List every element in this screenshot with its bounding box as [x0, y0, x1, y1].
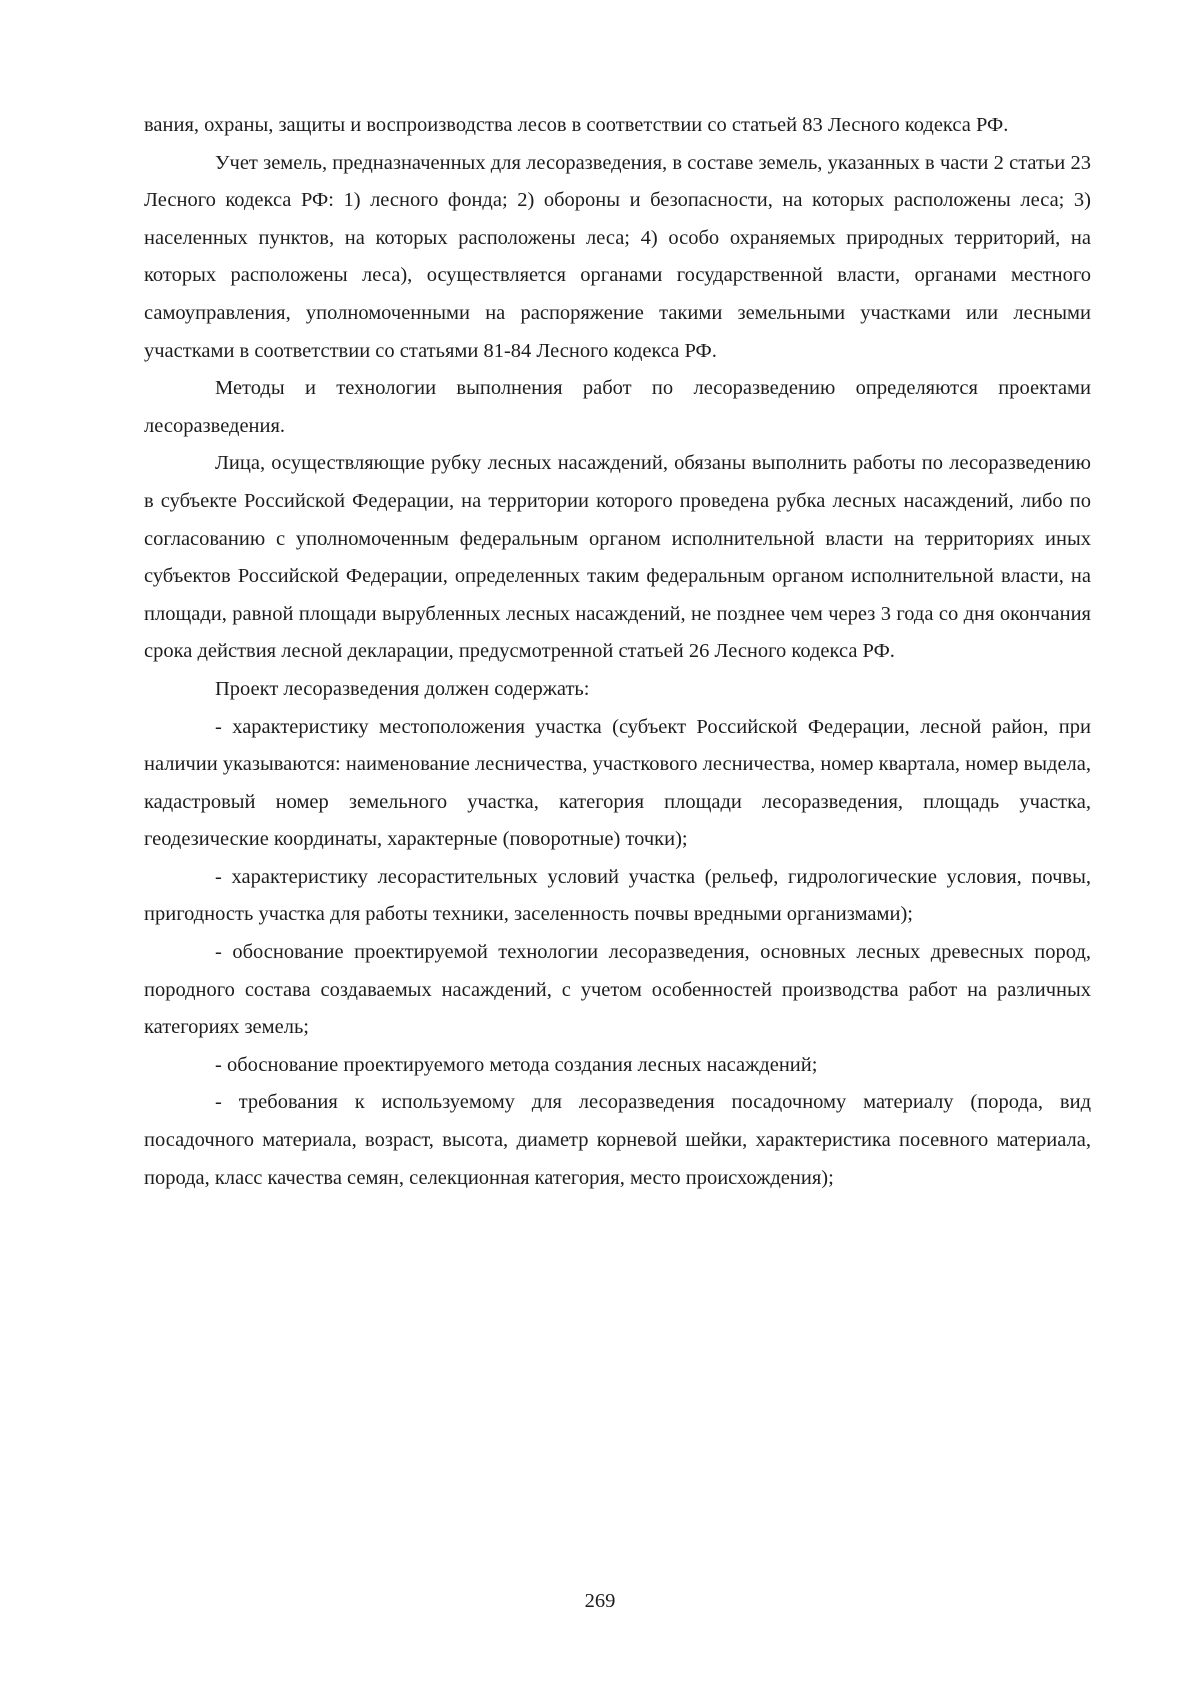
list-item-location: - характеристику местоположения участка (субъект Российской Федерации, лесной район, при наличии указываются: наименование лесничества, участкового лесничества, номер квартала, номер выдела, кадастровый номер земельного участка, категория площади лесоразведения, площадь участка, геодезические координаты, характерные (поворотные) точки); [144, 715, 1091, 851]
list-item-conditions: - характеристику лесорастительных условий участка (рельеф, гидрологические условия, почвы, пригодность участка для работы техники, заселенность почвы вредными организмами); [144, 865, 1091, 926]
paragraph-methods: Методы и технологии выполнения работ по лесоразведению определяются проектами лесоразведения. [144, 377, 1091, 437]
paragraph-continuation: вания, охраны, защиты и воспроизводства лесов в соответствии со статьей 83 Лесного кодекса РФ. [144, 114, 1009, 136]
page-number: 269 [584, 1590, 616, 1612]
paragraph-obligations: Лица, осуществляющие рубку лесных насаждений, обязаны выполнить работы по лесоразведению в субъекте Российской Федерации, на территории которого проведена рубка лесных насаждений, либо по согласованию с уполномоченным федеральным органом исполнительной власти на территориях иных субъектов Российской Федерации, определенных таким федеральным органом исполнительной власти, на площади, равной площади вырубленных лесных насаждений, не позднее чем через 3 года со дня окончания срока действия лесной декларации, предусмотренной статьей 26 Лесного кодекса РФ. [144, 452, 1091, 663]
list-item-method: - обоснование проектируемого метода создания лесных насаждений; [215, 1053, 818, 1076]
document-body [144, 107, 1091, 1197]
list-item-planting-material: - требования к используемому для лесоразведения посадочному материалу (порода, вид посадочного материала, возраст, высота, диаметр корневой шейки, характеристика посевного материала, порода, класс качества семян, селекционная категория, место происхождения); [144, 1091, 1091, 1189]
paragraph-project-contents: Проект лесоразведения должен содержать: [215, 677, 590, 700]
paragraph-land-accounting: Учет земель, предназначенных для лесоразведения, в составе земель, указанных в части 2 статьи 23 Лесного кодекса РФ: 1) лесного фонда; 2) обороны и безопасности, на которых расположены леса; 3) населенных пунктов, на которых расположены леса; 4) особо охраняемых природных территорий, на которых расположены леса), осуществляется органами государственной власти, органами местного самоуправления, уполномоченными на распоряжение такими земельными участками или лесными участками в соответствии со статьями 81-84 Лесного кодекса РФ. [144, 151, 1091, 362]
list-item-technology: - обоснование проектируемой технологии лесоразведения, основных лесных древесных пород, породного состава создаваемых насаждений, с учетом особенностей производства работ на различных категориях земель; [144, 941, 1091, 1039]
